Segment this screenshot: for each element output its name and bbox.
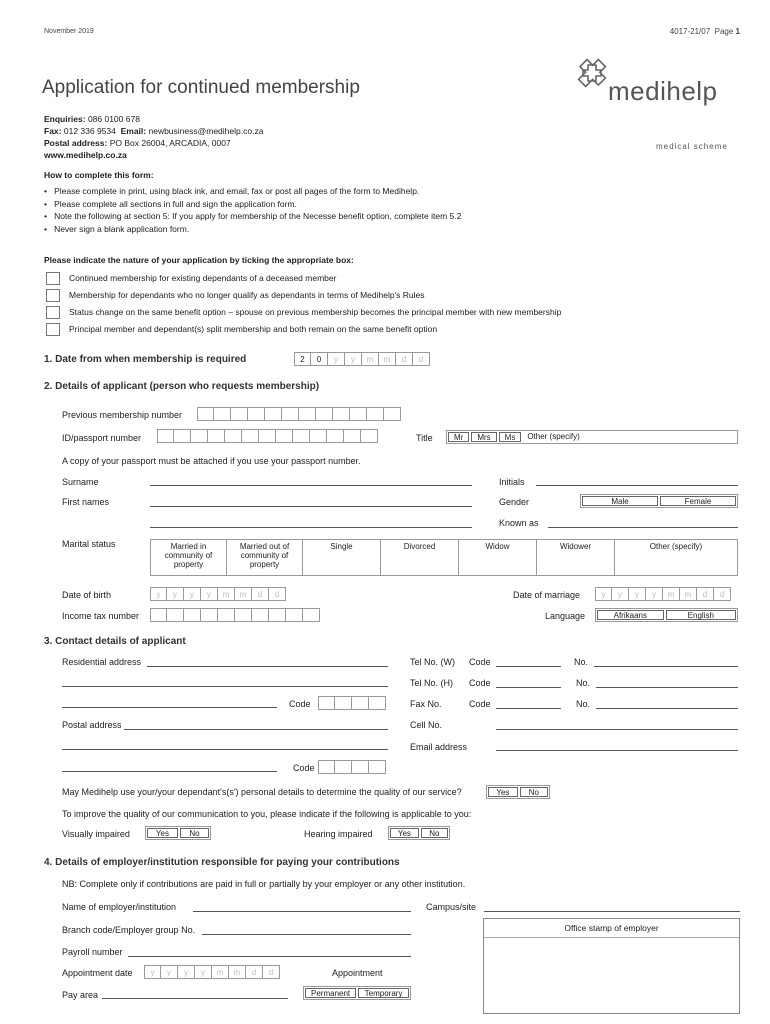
- form-code: 4017-21/07 Page 1: [669, 27, 740, 36]
- contact-block: Enquiries: 086 0100 678 Fax: 012 336 9534 Email: newbusiness@medihelp.co.za Postal address: PO Box 26004, ARCADIA, 0007 www.medihelp.co.za: [44, 114, 264, 160]
- prev-membership-boxes[interactable]: [197, 407, 401, 421]
- pay-area-label: Pay area: [62, 990, 99, 1000]
- nature-option-4: Principal member and dependant(s) split membership and both remain on the same benefit option: [69, 324, 438, 334]
- logo-tagline: medical scheme: [656, 142, 728, 151]
- residential-code-boxes[interactable]: [318, 696, 386, 710]
- residential-field-1[interactable]: [147, 666, 388, 667]
- initials-field[interactable]: [536, 485, 738, 486]
- hearing-impaired-label: Hearing impaired: [304, 829, 373, 839]
- residential-label: Residential address: [62, 657, 142, 667]
- residential-field-3[interactable]: [62, 707, 277, 708]
- section-2-heading: 2. Details of applicant (person who requests membership): [44, 381, 320, 392]
- nature-checkbox-2[interactable]: [46, 289, 60, 302]
- employer-name-label: Name of employer/institution: [62, 902, 177, 912]
- section-4-note: NB: Complete only if contributions are paid in full or partially by your employer or any other institution.: [62, 879, 466, 889]
- postal-field-2[interactable]: [62, 749, 388, 750]
- visually-impaired-options[interactable]: Yes No: [145, 826, 211, 840]
- marital-status-label: Marital status: [62, 539, 116, 549]
- campus-label: Campus/site: [426, 902, 477, 912]
- dob-boxes[interactable]: y y y y m m d d: [150, 587, 286, 601]
- gender-options[interactable]: Male Female: [580, 494, 738, 508]
- title-options[interactable]: Mr Mrs Ms Other (specify): [446, 430, 738, 444]
- language-label: Language: [545, 611, 586, 621]
- income-tax-boxes[interactable]: [150, 608, 320, 622]
- tel-h-label: Tel No. (H): [410, 678, 454, 688]
- branch-code-field[interactable]: [202, 934, 411, 935]
- medihelp-logo: [574, 56, 610, 92]
- visually-impaired-label: Visually impaired: [62, 829, 130, 839]
- fax-number-field[interactable]: [596, 708, 738, 709]
- postal-code-boxes[interactable]: [318, 760, 386, 774]
- nature-option-2: Membership for dependants who no longer qualify as dependants in terms of Medihelp's Rules: [69, 290, 425, 300]
- nature-heading: Please indicate the nature of your application by ticking the appropriate box:: [44, 255, 354, 265]
- language-options[interactable]: Afrikaans English: [595, 608, 738, 622]
- tel-h-code-field[interactable]: [496, 687, 561, 688]
- logo-name: medihelp: [608, 76, 718, 106]
- dob-label: Date of birth: [62, 590, 112, 600]
- title-label: Title: [416, 433, 433, 443]
- first-names-field-2[interactable]: [150, 527, 472, 528]
- marital-options[interactable]: Married in community of property Married out of community of property Single Divorced Widow Widower Other (specify): [150, 539, 738, 576]
- tel-h-number-field[interactable]: [596, 687, 738, 688]
- section-4-heading: 4. Details of employer/institution responsible for paying your contributions: [44, 857, 400, 868]
- first-names-field[interactable]: [150, 506, 472, 507]
- email-label: Email address: [410, 742, 468, 752]
- campus-field[interactable]: [484, 911, 740, 912]
- income-tax-label: Income tax number: [62, 611, 140, 621]
- nature-option-1: Continued membership for existing dependants of a deceased member: [69, 273, 337, 283]
- appointment-date-boxes[interactable]: y y y y m m d d: [144, 965, 280, 979]
- hearing-impaired-options[interactable]: Yes No: [388, 826, 450, 840]
- email-field[interactable]: [496, 750, 738, 751]
- fax-code-field[interactable]: [496, 708, 561, 709]
- surname-field[interactable]: [150, 485, 472, 486]
- marriage-date-boxes[interactable]: y y y y m m d d: [595, 587, 731, 601]
- residential-field-2[interactable]: [62, 686, 388, 687]
- consent-options[interactable]: Yes No: [486, 785, 550, 799]
- tel-w-number-field[interactable]: [594, 666, 738, 667]
- appointment-options[interactable]: Permanent Temporary: [303, 986, 411, 1000]
- membership-date-boxes[interactable]: 2 0 y y m m d d: [294, 352, 430, 366]
- tel-w-label: Tel No. (W): [410, 657, 455, 667]
- cell-label: Cell No.: [410, 720, 443, 730]
- first-names-label: First names: [62, 497, 110, 507]
- form-date: November 2019: [44, 28, 94, 35]
- office-stamp-label: Office stamp of employer: [484, 919, 739, 938]
- id-passport-boxes[interactable]: [157, 429, 378, 443]
- payroll-label: Payroll number: [62, 947, 123, 957]
- cell-field[interactable]: [496, 729, 738, 730]
- appointment-date-label: Appointment date: [62, 968, 133, 978]
- cross-icon: [574, 56, 610, 90]
- payroll-field[interactable]: [128, 956, 411, 957]
- pay-area-field[interactable]: [102, 998, 288, 999]
- section-3-heading: 3. Contact details of applicant: [44, 636, 186, 647]
- marriage-date-label: Date of marriage: [513, 590, 581, 600]
- nature-checkbox-3[interactable]: [46, 306, 60, 319]
- fax-label: Fax No.: [410, 699, 442, 709]
- gender-label: Gender: [499, 497, 530, 507]
- employer-name-field[interactable]: [193, 911, 411, 912]
- nature-option-3: Status change on the same benefit option – spouse on previous membership becomes the principal member with new membership: [69, 307, 562, 317]
- website-link[interactable]: www.medihelp.co.za: [44, 150, 127, 160]
- quality-note: To improve the quality of our communication to you, please indicate if the following is applicable to you:: [62, 809, 472, 819]
- initials-label: Initials: [499, 477, 525, 487]
- prev-membership-label: Previous membership number: [62, 410, 183, 420]
- known-as-field[interactable]: [548, 527, 738, 528]
- consent-question: May Medihelp use your/your dependant's(s') personal details to determine the quality of our service?: [62, 787, 462, 797]
- tel-w-code-field[interactable]: [496, 666, 561, 667]
- id-passport-label: ID/passport number: [62, 433, 142, 443]
- instructions-heading: How to complete this form:: [44, 170, 154, 180]
- nature-checkbox-4[interactable]: [46, 323, 60, 336]
- postal-label: Postal address: [62, 720, 122, 730]
- appointment-label: Appointment: [332, 968, 383, 978]
- surname-label: Surname: [62, 477, 99, 487]
- nature-checkbox-1[interactable]: [46, 272, 60, 285]
- postal-field-1[interactable]: [124, 729, 388, 730]
- postal-field-3[interactable]: [62, 771, 277, 772]
- page-title: Application for continued membership: [42, 77, 360, 98]
- section-1-heading: 1. Date from when membership is required: [44, 354, 247, 365]
- instructions-list: • Please complete in print, using black ink, and email, fax or post all pages of the form to Medihelp. • Please complete all sections in full and sign the application form. • Note the following at section 5: If you apply for membership of the Necesse benefit option, complete item 5.2 • Never sign a blank application form.: [44, 186, 462, 234]
- office-stamp-box: [483, 918, 740, 1014]
- passport-note: A copy of your passport must be attached if you use your passport number.: [62, 456, 361, 466]
- known-as-label: Known as: [499, 518, 539, 528]
- branch-code-label: Branch code/Employer group No.: [62, 925, 196, 935]
